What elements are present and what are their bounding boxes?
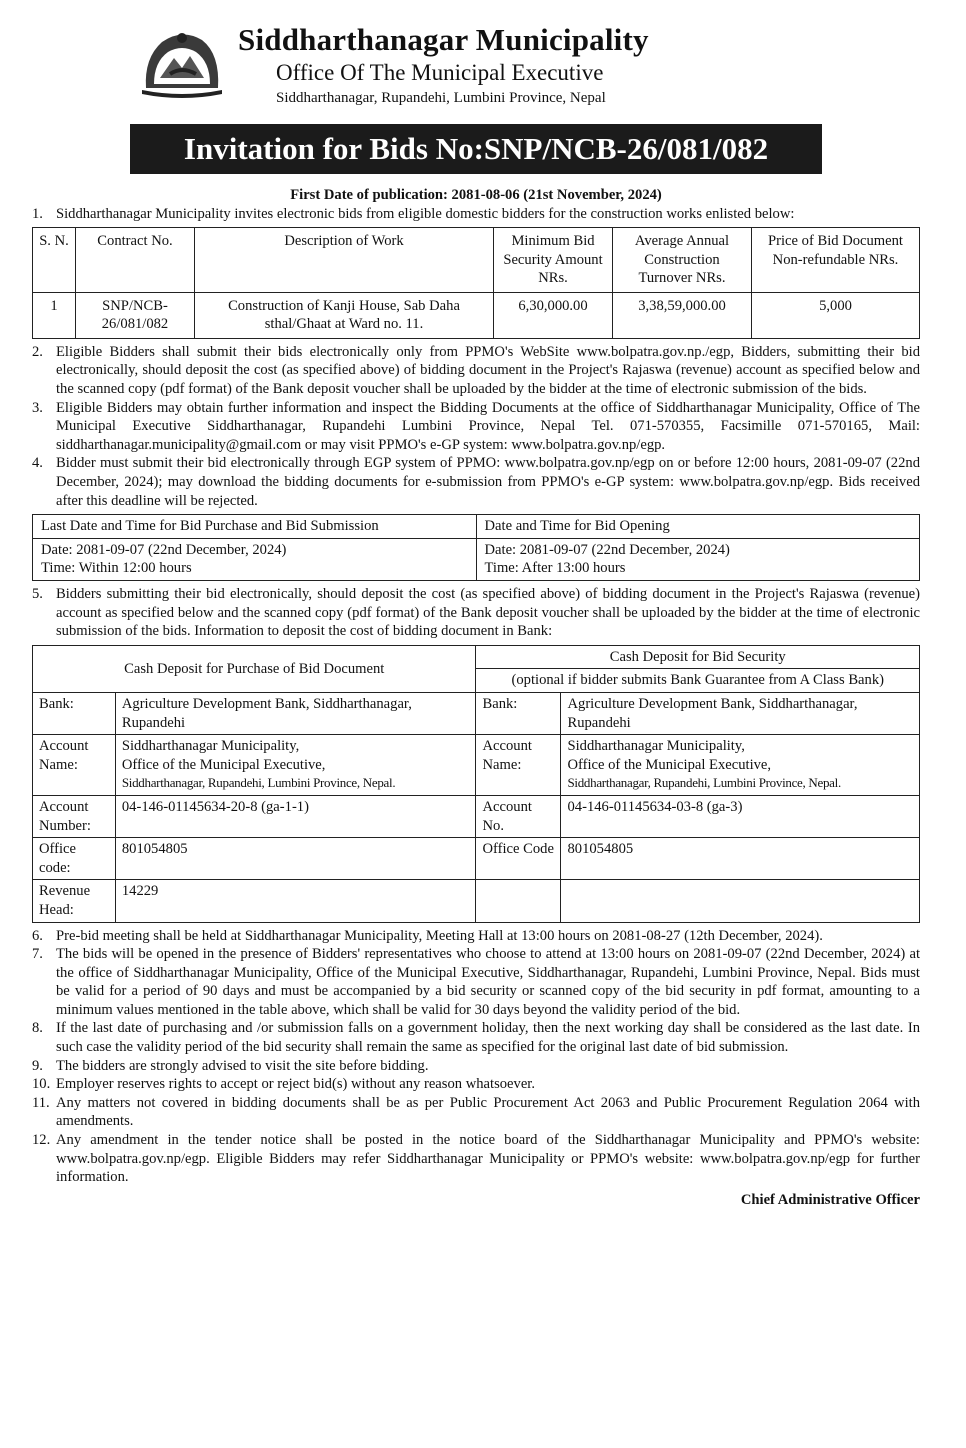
col-sn: S. N. bbox=[33, 228, 76, 293]
clause-text: If the last date of purchasing and /or submission falls on a government holiday, then the next working day shall be considered as the last date. In such case the validity period of the bid security shall remain the same as specified for the original last date of bid submission. bbox=[56, 1020, 920, 1056]
table-header-row bbox=[33, 515, 920, 539]
clause-text: Any matters not covered in bidding documents shall be as per Public Procurement Act 2063 and Public Procurement Regulation 2064 with amendments. bbox=[56, 1094, 920, 1130]
account-number-value: 04-146-01145634-03-8 (ga-3) bbox=[561, 795, 920, 837]
clause-6 bbox=[32, 927, 920, 946]
revenue-head-label: Revenue Head: bbox=[33, 880, 116, 922]
clause-number: 1. bbox=[32, 205, 43, 222]
office-name: Office Of The Municipal Executive bbox=[276, 60, 604, 85]
nepal-emblem-icon bbox=[140, 28, 224, 98]
empty-cell bbox=[476, 880, 561, 922]
office-code-label: Office Code bbox=[476, 838, 561, 880]
clause-2 bbox=[32, 343, 920, 399]
bid-opening-cell bbox=[476, 538, 920, 580]
clause-number: 7. bbox=[32, 946, 43, 963]
clause-text: Eligible Bidders may obtain further information and inspect the Bidding Documents at the office of Siddharthanagar Municipality, Office of The Municipal Executive Siddharthanagar, Rupandehi Lumbini Province, Nepal Tel. 071-570355, Facsimille 071-570165, Mail: siddharthanagar.municipality@gmail.com or may visit PPMO's e-GP system: www.bolpatra.gov.np/egp. bbox=[56, 399, 920, 453]
office-code-value: 801054805 bbox=[561, 838, 920, 880]
clause-12 bbox=[32, 1131, 920, 1187]
bank-label: Bank: bbox=[476, 692, 561, 734]
clause-9 bbox=[32, 1057, 920, 1076]
clause-10 bbox=[32, 1075, 920, 1094]
submission-deadline-heading: Last Date and Time for Bid Purchase and Bid Submission bbox=[33, 515, 477, 539]
clause-number: 2. bbox=[32, 343, 43, 360]
cell-description: Construction of Kanji House, Sab Daha sthal/Ghaat at Ward no. 11. bbox=[195, 292, 494, 338]
table-row bbox=[33, 880, 920, 922]
clause-8 bbox=[32, 1019, 920, 1056]
notice-body bbox=[32, 186, 920, 1209]
cell-bid-security: 6,30,000.00 bbox=[494, 292, 613, 338]
municipality-name: Siddharthanagar Municipality bbox=[238, 22, 649, 57]
clause-4 bbox=[32, 454, 920, 510]
opening-time: Time: After 13:00 hours bbox=[484, 560, 626, 577]
clause-number: 9. bbox=[32, 1057, 43, 1074]
account-name-line: Siddharthanagar Municipality, bbox=[567, 738, 745, 755]
table-row bbox=[33, 538, 920, 580]
cell-sn: 1 bbox=[33, 292, 76, 338]
cell-contract: SNP/NCB-26/081/082 bbox=[76, 292, 195, 338]
clause-11 bbox=[32, 1094, 920, 1131]
account-name-value bbox=[115, 735, 476, 796]
clause-3 bbox=[32, 399, 920, 455]
clause-text: Siddharthanagar Municipality invites electronic bids from eligible domestic bidders for the construction works enlisted below: bbox=[56, 205, 795, 222]
account-name-line: Siddharthanagar, Rupandehi, Lumbini Province, Nepal. bbox=[567, 775, 841, 791]
submission-time: Time: Within 12:00 hours bbox=[41, 560, 192, 577]
submission-deadline-cell bbox=[33, 538, 477, 580]
publication-date: First Date of publication: 2081-08-06 (21st November, 2024) bbox=[290, 187, 662, 203]
office-address: Siddharthanagar, Rupandehi, Lumbini Province, Nepal bbox=[276, 90, 606, 106]
account-name-line: Siddharthanagar Municipality, bbox=[121, 738, 300, 755]
office-code-value: 801054805 bbox=[115, 838, 476, 880]
cell-document-price: 5,000 bbox=[752, 292, 920, 338]
purchase-deposit-heading: Cash Deposit for Purchase of Bid Document bbox=[33, 645, 476, 692]
col-turnover: Average Annual Construction Turnover NRs. bbox=[613, 228, 752, 293]
account-name-label: Account Name: bbox=[33, 735, 116, 796]
table-row bbox=[33, 838, 920, 880]
clause-5 bbox=[32, 585, 920, 641]
clause-1 bbox=[32, 205, 920, 224]
col-contract: Contract No. bbox=[76, 228, 195, 293]
table-header-row bbox=[33, 645, 920, 669]
submission-date: Date: 2081-09-07 (22nd December, 2024) bbox=[41, 541, 287, 558]
table-row bbox=[33, 692, 920, 734]
clause-text: Eligible Bidders shall submit their bids electronically only from PPMO's WebSite www.bolpatra.gov.np./egp, Bidders, submitting their bid electronically, should deposit the cost (as specified above) of bidding document in the Project's Rajaswa (revenue) account as specified below and the scanned copy (pdf format) of the Bank deposit voucher shall be uploaded by the bidder at the time of electronic submission of the bids. bbox=[56, 343, 920, 398]
account-name-label: Account Name: bbox=[476, 735, 561, 796]
clause-text: Employer reserves rights to accept or reject bid(s) without any reason whatsoever. bbox=[56, 1076, 535, 1093]
bank-deposit-table bbox=[32, 645, 920, 923]
clause-number: 6. bbox=[32, 927, 43, 944]
clause-7 bbox=[32, 945, 920, 1019]
col-document-price: Price of Bid Document Non-refundable NRs. bbox=[752, 228, 920, 293]
account-number-label: Account Number: bbox=[33, 795, 116, 837]
notice-header bbox=[0, 0, 966, 118]
security-deposit-note: (optional if bidder submits Bank Guarantee from A Class Bank) bbox=[476, 669, 920, 693]
clause-number: 8. bbox=[32, 1020, 43, 1037]
clause-text: Bidders submitting their bid electronically, should deposit the cost (as specified above) of bidding document in the Project's Rajaswa (revenue) account as specified below and the scanned copy (pdf format) of the Bank deposit voucher shall be uploaded by the bidder at the time of electronic submission of the bids. Information to deposit the cost of bidding document in Bank: bbox=[56, 586, 920, 640]
bid-invitation-banner: Invitation for Bids No:SNP/NCB-26/081/082 bbox=[130, 124, 822, 174]
clause-text: Pre-bid meeting shall be held at Siddharthanagar Municipality, Meeting Hall at 13:00 hours on 2081-08-27 (12th December, 2024). bbox=[56, 927, 823, 944]
table-header-row bbox=[33, 228, 920, 293]
bank-label: Bank: bbox=[33, 692, 116, 734]
office-code-label: Office code: bbox=[33, 838, 116, 880]
signatory-title: Chief Administrative Officer bbox=[740, 1191, 920, 1208]
account-name-line: Siddharthanagar, Rupandehi, Lumbini Province, Nepal. bbox=[121, 775, 396, 791]
table-row bbox=[33, 795, 920, 837]
col-bid-security: Minimum Bid Security Amount NRs. bbox=[494, 228, 613, 293]
revenue-head-value: 14229 bbox=[115, 880, 476, 922]
empty-cell bbox=[561, 880, 920, 922]
clause-number: 3. bbox=[32, 399, 43, 416]
bank-value: Agriculture Development Bank, Siddharthanagar, Rupandehi bbox=[561, 692, 920, 734]
clause-text: Any amendment in the tender notice shall be posted in the notice board of the Siddharthanagar Municipality and PPMO's website: www.bolpatra.gov.np/egp. Eligible Bidders may refer Siddharthanagar Municipality or PPMO's website: www.bolpatra.gov.np/egp for further information. bbox=[56, 1132, 920, 1186]
clause-number: 5. bbox=[32, 586, 43, 602]
account-name-line: Office of the Municipal Executive, bbox=[567, 756, 772, 773]
account-name-value bbox=[561, 735, 920, 796]
clause-text: Bidder must submit their bid electronically through EGP system of PPMO: www.bolpatra.gov.np/egp on or before 12:00 hours, 2081-09-07 (22nd December, 2024); may download the bidding documents for e-submission from PPMO's e-GP system: www.bolpatra.gov.np/egp. Bids received after this deadline will be rejected. bbox=[56, 455, 920, 509]
bid-opening-heading: Date and Time for Bid Opening bbox=[476, 515, 920, 539]
account-name-line: Office of the Municipal Executive, bbox=[121, 756, 326, 773]
dates-table bbox=[32, 514, 920, 581]
table-row bbox=[33, 735, 920, 796]
cell-turnover: 3,38,59,000.00 bbox=[613, 292, 752, 338]
clause-number: 10. bbox=[32, 1076, 51, 1093]
col-description: Description of Work bbox=[195, 228, 494, 293]
security-deposit-heading: Cash Deposit for Bid Security bbox=[476, 645, 920, 669]
clause-number: 4. bbox=[32, 455, 43, 472]
clause-number: 11. bbox=[32, 1094, 50, 1111]
works-table bbox=[32, 227, 920, 339]
clause-number: 12. bbox=[32, 1132, 51, 1149]
opening-date: Date: 2081-09-07 (22nd December, 2024) bbox=[484, 541, 730, 558]
bank-value: Agriculture Development Bank, Siddharthanagar, Rupandehi bbox=[115, 692, 476, 734]
account-number-label: Account No. bbox=[476, 795, 561, 837]
clause-text: The bidders are strongly advised to visit the site before bidding. bbox=[56, 1057, 429, 1074]
account-number-value: 04-146-01145634-20-8 (ga-1-1) bbox=[115, 795, 476, 837]
clause-text: The bids will be opened in the presence of Bidders' representatives who choose to attend at 13:00 hours on 2081-09-07 (22nd December, 2024) at the office of Siddharthanagar Municipality, Office of the Municipal Executive, Siddharthanagar, Rupandehi, Lumbini Province, Nepal. Bids must be valid for a period of 90 days and must be accompanied by a bid security or scanned copy of the bid security in pdf format, amounting to a minimum values mentioned in the table above, which shall be valid for 30 days beyond the validity period of the bid. bbox=[56, 946, 920, 1018]
table-row bbox=[33, 292, 920, 338]
